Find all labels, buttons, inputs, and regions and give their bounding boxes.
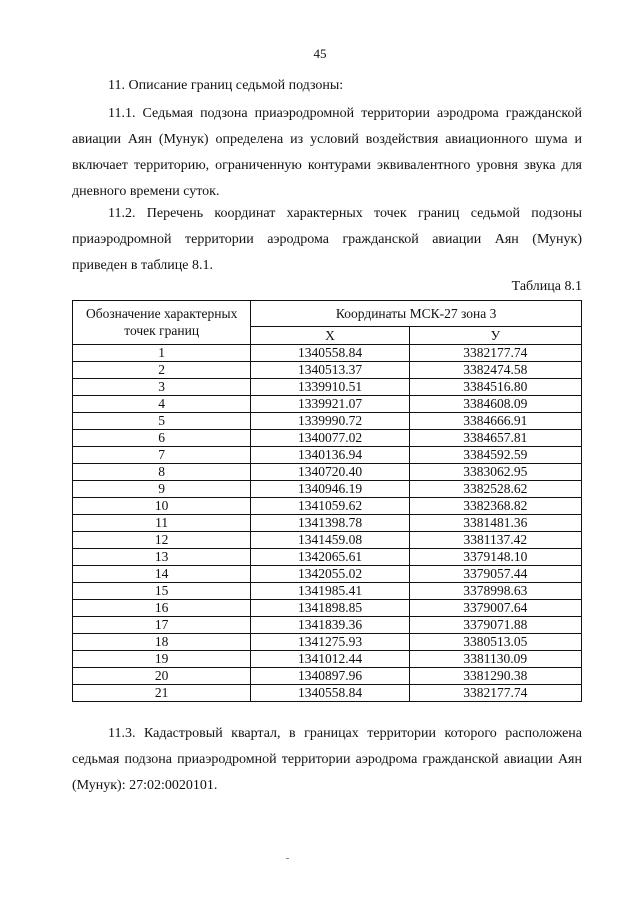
point-number-cell: 8 [73,464,251,481]
y-coordinate-cell: 3382528.62 [409,481,581,498]
table-row [73,379,582,396]
point-number-cell: 15 [73,583,251,600]
point-number-cell: 3 [73,379,251,396]
para-11-2-line-1: 11.2. Перечень координат характерных точек границ седьмой подзоны [108,206,582,221]
y-coordinate-cell: 3382474.58 [409,362,581,379]
para-11-1-line-3: включает территорию, ограниченную контурами эквивалентного уровня звука для [72,158,582,173]
point-number-cell: 4 [73,396,251,413]
para-11-3-line-3: (Мунук): 27:02:0020101. [72,778,218,793]
x-coordinate-cell: 1340720.40 [251,464,409,481]
point-number-cell: 11 [73,515,251,532]
y-coordinate-cell: 3380513.05 [409,634,581,651]
table-row [73,651,582,668]
x-coordinate-cell: 1340558.84 [251,685,409,702]
coordinates-table [72,300,582,702]
point-number-cell: 9 [73,481,251,498]
x-coordinate-cell: 1341985.41 [251,583,409,600]
point-number-cell: 19 [73,651,251,668]
table-row [73,345,582,362]
table-row [73,600,582,617]
y-coordinate-cell: 3381130.09 [409,651,581,668]
point-number-cell: 13 [73,549,251,566]
para-11-2-line-2: приаэродромной территории аэродрома гражданской авиации Аян (Мунук) [72,232,582,247]
table-body [73,345,582,702]
y-coordinate-cell: 3381290.38 [409,668,581,685]
table-row [73,447,582,464]
y-coordinate-cell: 3379057.44 [409,566,581,583]
y-coordinate-cell: 3379007.64 [409,600,581,617]
table-row [73,498,582,515]
point-number-cell: 5 [73,413,251,430]
y-coordinate-cell: 3383062.95 [409,464,581,481]
para-11-1-line-2: авиации Аян (Мунук) определена из условий воздействия авиационного шума и [72,132,582,147]
y-coordinate-cell: 3384657.81 [409,430,581,447]
table-row [73,515,582,532]
x-coordinate-cell: 1341012.44 [251,651,409,668]
section-title: 11. Описание границ седьмой подзоны: [108,78,344,93]
y-coordinate-cell: 3384608.09 [409,396,581,413]
para-11-1-line-1: 11.1. Седьмая подзона приаэродромной территории аэродрома гражданской [108,106,582,121]
y-coordinate-cell: 3381137.42 [409,532,581,549]
x-coordinate-cell: 1339990.72 [251,413,409,430]
x-coordinate-cell: 1340513.37 [251,362,409,379]
y-coordinate-cell: 3381481.36 [409,515,581,532]
table-row [73,464,582,481]
y-coordinate-cell: 3384592.59 [409,447,581,464]
header-x: X [251,327,409,345]
x-coordinate-cell: 1341839.36 [251,617,409,634]
table-row [73,430,582,447]
x-coordinate-cell: 1341898.85 [251,600,409,617]
x-coordinate-cell: 1340558.84 [251,345,409,362]
point-number-cell: 16 [73,600,251,617]
header-point: Обозначение характерных точек границ [73,301,251,345]
table-row [73,566,582,583]
point-number-cell: 14 [73,566,251,583]
table-row [73,481,582,498]
x-coordinate-cell: 1341275.93 [251,634,409,651]
table-row [73,549,582,566]
table-row [73,532,582,549]
header-y: У [409,327,581,345]
point-number-cell: 17 [73,617,251,634]
para-11-3-line-2: седьмая подзона приаэродромной территории аэродрома гражданской авиации Аян [72,752,582,767]
table-row [73,583,582,600]
x-coordinate-cell: 1339910.51 [251,379,409,396]
para-11-1-line-4: дневного времени суток. [72,184,220,199]
y-coordinate-cell: 3379071.88 [409,617,581,634]
x-coordinate-cell: 1342065.61 [251,549,409,566]
header-coords: Координаты МСК-27 зона 3 [251,301,582,327]
para-11-3-line-1: 11.3. Кадастровый квартал, в границах территории которого расположена [108,726,582,741]
x-coordinate-cell: 1341059.62 [251,498,409,515]
table-row [73,362,582,379]
x-coordinate-cell: 1341459.08 [251,532,409,549]
x-coordinate-cell: 1340946.19 [251,481,409,498]
y-coordinate-cell: 3379148.10 [409,549,581,566]
point-number-cell: 7 [73,447,251,464]
y-coordinate-cell: 3378998.63 [409,583,581,600]
table-row [73,617,582,634]
y-coordinate-cell: 3384666.91 [409,413,581,430]
point-number-cell: 1 [73,345,251,362]
x-coordinate-cell: 1339921.07 [251,396,409,413]
x-coordinate-cell: 1341398.78 [251,515,409,532]
y-coordinate-cell: 3382177.74 [409,685,581,702]
x-coordinate-cell: 1340136.94 [251,447,409,464]
table-row [73,685,582,702]
page-number: 45 [313,46,327,61]
y-coordinate-cell: 3382368.82 [409,498,581,515]
x-coordinate-cell: 1342055.02 [251,566,409,583]
point-number-cell: 21 [73,685,251,702]
table-row [73,634,582,651]
y-coordinate-cell: 3384516.80 [409,379,581,396]
scan-mark [286,858,289,859]
point-number-cell: 6 [73,430,251,447]
point-number-cell: 12 [73,532,251,549]
table-row [73,413,582,430]
y-coordinate-cell: 3382177.74 [409,345,581,362]
x-coordinate-cell: 1340897.96 [251,668,409,685]
x-coordinate-cell: 1340077.02 [251,430,409,447]
point-number-cell: 2 [73,362,251,379]
table-caption: Таблица 8.1 [511,279,582,294]
point-number-cell: 10 [73,498,251,515]
point-number-cell: 18 [73,634,251,651]
table-row [73,396,582,413]
table-row [73,668,582,685]
para-11-2-line-3: приведен в таблице 8.1. [72,258,213,273]
point-number-cell: 20 [73,668,251,685]
